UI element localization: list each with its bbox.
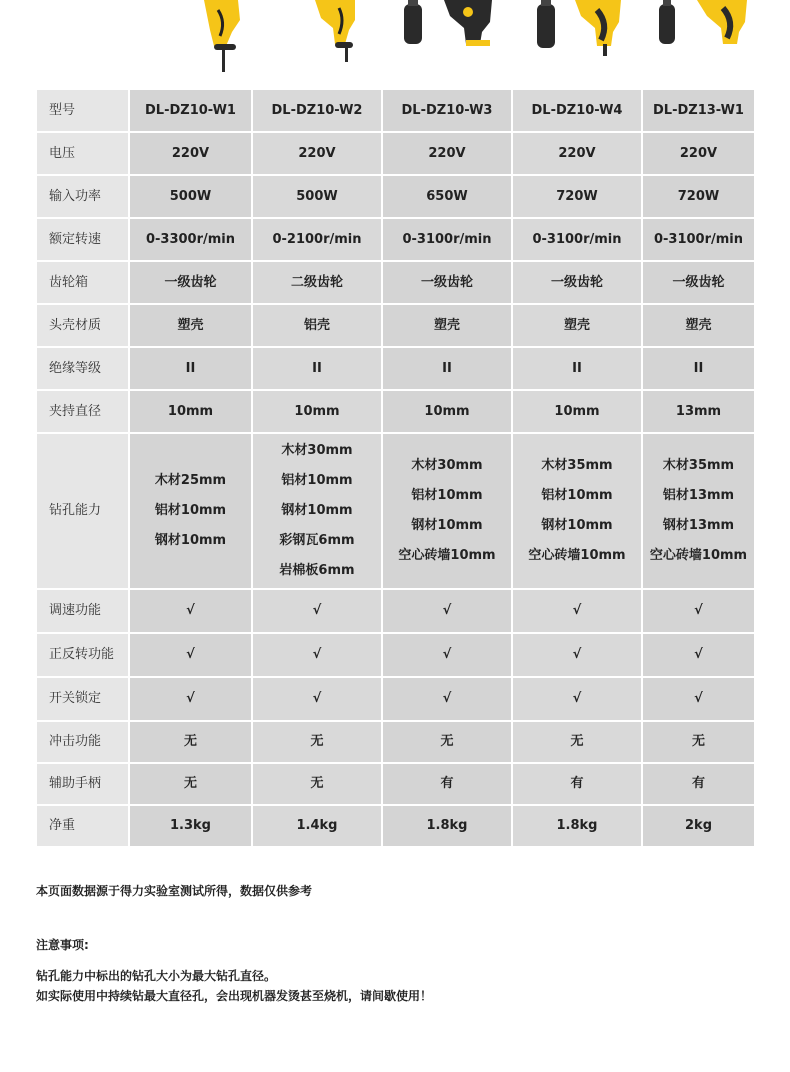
spec-value: 空心砖墙10mm [649,548,748,563]
spec-value: 无 [310,734,324,749]
spec-cell [643,133,754,174]
spec-value: 720W [556,188,598,204]
spec-value: 10mm [294,403,340,419]
spec-value: 岩棉板6mm [279,563,355,578]
spec-cell [130,133,251,174]
spec-value: 一级齿轮 [164,274,217,290]
spec-cell [643,764,754,804]
spec-value: 1.3kg [170,818,211,833]
row-label: 辅助手柄 [37,764,128,804]
row-label: 头壳材质 [37,305,128,346]
spec-value: 木材35mm [541,458,613,473]
row-label: 冲击功能 [37,722,128,762]
spec-cell [383,434,511,588]
spec-value: 0-3100r/min [653,231,744,247]
spec-value: 钢材13mm [662,518,735,533]
spec-value: √ [694,603,703,618]
spec-cell [513,348,641,389]
spec-cell [383,133,511,174]
spec-value: 铝壳 [303,317,330,333]
spec-cell [130,348,251,389]
row-label: 开关锁定 [37,678,128,720]
spec-value: II [442,360,452,376]
spec-value: 塑壳 [433,317,460,333]
drill-w4-image [531,0,623,56]
row-label: 齿轮箱 [37,262,128,303]
spec-cell [513,806,641,846]
spec-cell [513,722,641,762]
spec-value: 空心砖墙10mm [528,548,626,563]
spec-value: 10mm [554,403,600,419]
spec-cell [253,133,381,174]
spec-value: 无 [440,734,454,749]
spec-cell [253,348,381,389]
spec-cell [253,262,381,303]
spec-cell [643,305,754,346]
spec-value: √ [572,603,582,618]
spec-cell [383,678,511,720]
table-row [37,678,754,720]
table-row [37,219,754,260]
note-line: 如实际使用中持续钻最大直径孔，会出现机器发烫甚至烧机，请间歇使用！ [36,989,433,1003]
spec-cell [513,634,641,676]
spec-cell [253,590,381,632]
spec-value: 0-3300r/min [145,231,236,247]
spec-value: 1.8kg [556,818,598,833]
spec-value: 10mm [167,403,214,419]
table-row [37,133,754,174]
spec-cell [513,764,641,804]
row-label: 电压 [37,133,128,174]
spec-value: 彩钢瓦6mm [279,533,355,548]
spec-value: 钢材10mm [411,518,483,533]
spec-cell [513,262,641,303]
spec-value: 钢材10mm [281,503,353,518]
spec-cell [253,434,381,588]
spec-cell [383,348,511,389]
spec-cell [253,219,381,260]
spec-cell [253,678,381,720]
spec-value: 塑壳 [563,317,590,333]
spec-value: II [312,360,322,376]
spec-value: 无 [691,734,705,749]
row-label: 额定转速 [37,219,128,260]
spec-cell [130,806,251,846]
spec-value: 650W [426,188,468,204]
spec-cell [643,262,754,303]
spec-value: 铝材10mm [154,503,227,518]
spec-value: √ [186,647,195,662]
spec-value: 二级齿轮 [290,274,343,290]
spec-value: √ [186,603,195,618]
spec-cell [643,722,754,762]
spec-value: 钢材10mm [541,518,613,533]
spec-cell [383,764,511,804]
spec-value: 塑壳 [177,317,204,333]
table-row [37,806,754,846]
spec-cell [253,176,381,217]
spec-value: 木材25mm [154,473,227,488]
spec-cell [130,262,251,303]
model-name: DL-DZ13-W1 [643,90,754,131]
spec-cell [383,590,511,632]
spec-value: 500W [296,188,338,204]
spec-value: 220V [298,145,336,161]
spec-value: 一级齿轮 [550,274,603,290]
spec-value: 2kg [685,818,712,833]
spec-value: √ [694,691,703,706]
spec-value: 钢材10mm [154,533,227,548]
spec-cell [513,678,641,720]
product-image-strip [0,0,790,80]
model-name: DL-DZ10-W3 [383,90,511,131]
spec-cell [253,722,381,762]
row-label: 绝缘等级 [37,348,128,389]
spec-cell [383,262,511,303]
drill-w1-image [196,0,266,72]
table-row [37,176,754,217]
model-name: DL-DZ10-W2 [253,90,381,131]
notes-lines [36,966,432,1006]
spec-cell [513,176,641,217]
row-label: 夹持直径 [37,391,128,432]
drill-w3-image [404,0,496,56]
drill-dz13-image [655,0,750,56]
spec-cell [643,219,754,260]
spec-cell [253,634,381,676]
spec-cell [130,434,251,588]
spec-value: 220V [428,145,466,161]
spec-value: II [693,360,704,376]
spec-value: 有 [570,776,584,791]
row-label: 钻孔能力 [37,434,128,588]
spec-value: √ [572,691,582,706]
spec-cell [383,176,511,217]
spec-cell [513,434,641,588]
spec-value: 220V [171,145,210,161]
spec-value: 13mm [675,403,722,419]
spec-cell [130,305,251,346]
spec-cell [643,678,754,720]
spec-value: √ [186,691,195,706]
spec-value: 1.4kg [296,818,338,833]
spec-value: 塑壳 [685,317,712,333]
spec-value: √ [572,647,582,662]
spec-cell [383,722,511,762]
spec-cell [130,634,251,676]
spec-value: 0-3100r/min [402,231,492,247]
spec-value: 有 [691,776,705,791]
spec-cell [513,391,641,432]
spec-value: 木材30mm [411,458,483,473]
table-row [37,348,754,389]
spec-value: 无 [183,734,197,749]
spec-cell [130,590,251,632]
spec-cell [513,219,641,260]
table-row [37,590,754,632]
spec-value: 铝材10mm [411,488,483,503]
row-label: 正反转功能 [37,634,128,676]
spec-value: 1.8kg [426,818,468,833]
spec-value: 一级齿轮 [672,274,725,290]
spec-value: 无 [183,776,197,791]
spec-cell [643,806,754,846]
spec-value: 720W [677,188,720,204]
table-row [37,391,754,432]
spec-cell [383,305,511,346]
spec-cell [130,219,251,260]
spec-value: 0-3100r/min [532,231,622,247]
spec-cell [130,678,251,720]
data-source-note: 本页面数据源于得力实验室测试所得，数据仅供参考 [36,884,313,898]
spec-cell [253,806,381,846]
row-label: 净重 [37,806,128,846]
note-line: 钻孔能力中标出的钻孔大小为最大钻孔直径。 [36,969,277,983]
model-name: DL-DZ10-W1 [130,90,251,131]
spec-value: 铝材10mm [541,488,613,503]
spec-cell [253,305,381,346]
spec-value: √ [312,691,322,706]
model-name: DL-DZ10-W4 [513,90,641,131]
spec-value: √ [312,647,322,662]
row-label: 调速功能 [37,590,128,632]
table-row [37,764,754,804]
table-header-row [37,90,754,131]
spec-value: 铝材13mm [662,488,735,503]
spec-value: II [185,360,196,376]
spec-cell [643,176,754,217]
spec-value: 220V [679,145,718,161]
spec-value: 一级齿轮 [420,274,473,290]
table-row [37,434,754,588]
spec-cell [643,434,754,588]
spec-cell [643,590,754,632]
spec-cell [130,764,251,804]
spec-value: 220V [558,145,596,161]
spec-value: 铝材10mm [281,473,353,488]
spec-value: 无 [570,734,584,749]
spec-value: √ [442,647,452,662]
spec-cell [253,764,381,804]
spec-value: 500W [169,188,212,204]
spec-value: 空心砖墙10mm [398,548,496,563]
table-row [37,722,754,762]
spec-value: √ [442,691,452,706]
table-row [37,634,754,676]
spec-cell [253,391,381,432]
spec-cell [513,305,641,346]
spec-cell [513,590,641,632]
spec-table-body [37,90,754,846]
spec-value: 有 [440,776,454,791]
drill-w2-image [295,0,365,62]
spec-value: 木材30mm [281,443,353,458]
table-row [37,305,754,346]
spec-cell [383,634,511,676]
spec-value: 0-2100r/min [272,231,362,247]
spec-value: √ [694,647,703,662]
notes-title: 注意事项: [36,938,89,952]
spec-cell [513,133,641,174]
spec-table [35,88,756,848]
spec-value: 木材35mm [662,458,735,473]
spec-value: √ [312,603,322,618]
spec-cell [130,722,251,762]
spec-value: 10mm [424,403,470,419]
spec-cell [130,391,251,432]
spec-cell [130,176,251,217]
table-row [37,262,754,303]
row-label: 输入功率 [37,176,128,217]
spec-cell [383,219,511,260]
spec-cell [383,806,511,846]
spec-cell [643,348,754,389]
spec-value: II [572,360,582,376]
spec-cell [383,391,511,432]
row-label: 型号 [37,90,128,131]
spec-cell [643,634,754,676]
spec-cell [643,391,754,432]
spec-value: √ [442,603,452,618]
spec-value: 无 [310,776,324,791]
